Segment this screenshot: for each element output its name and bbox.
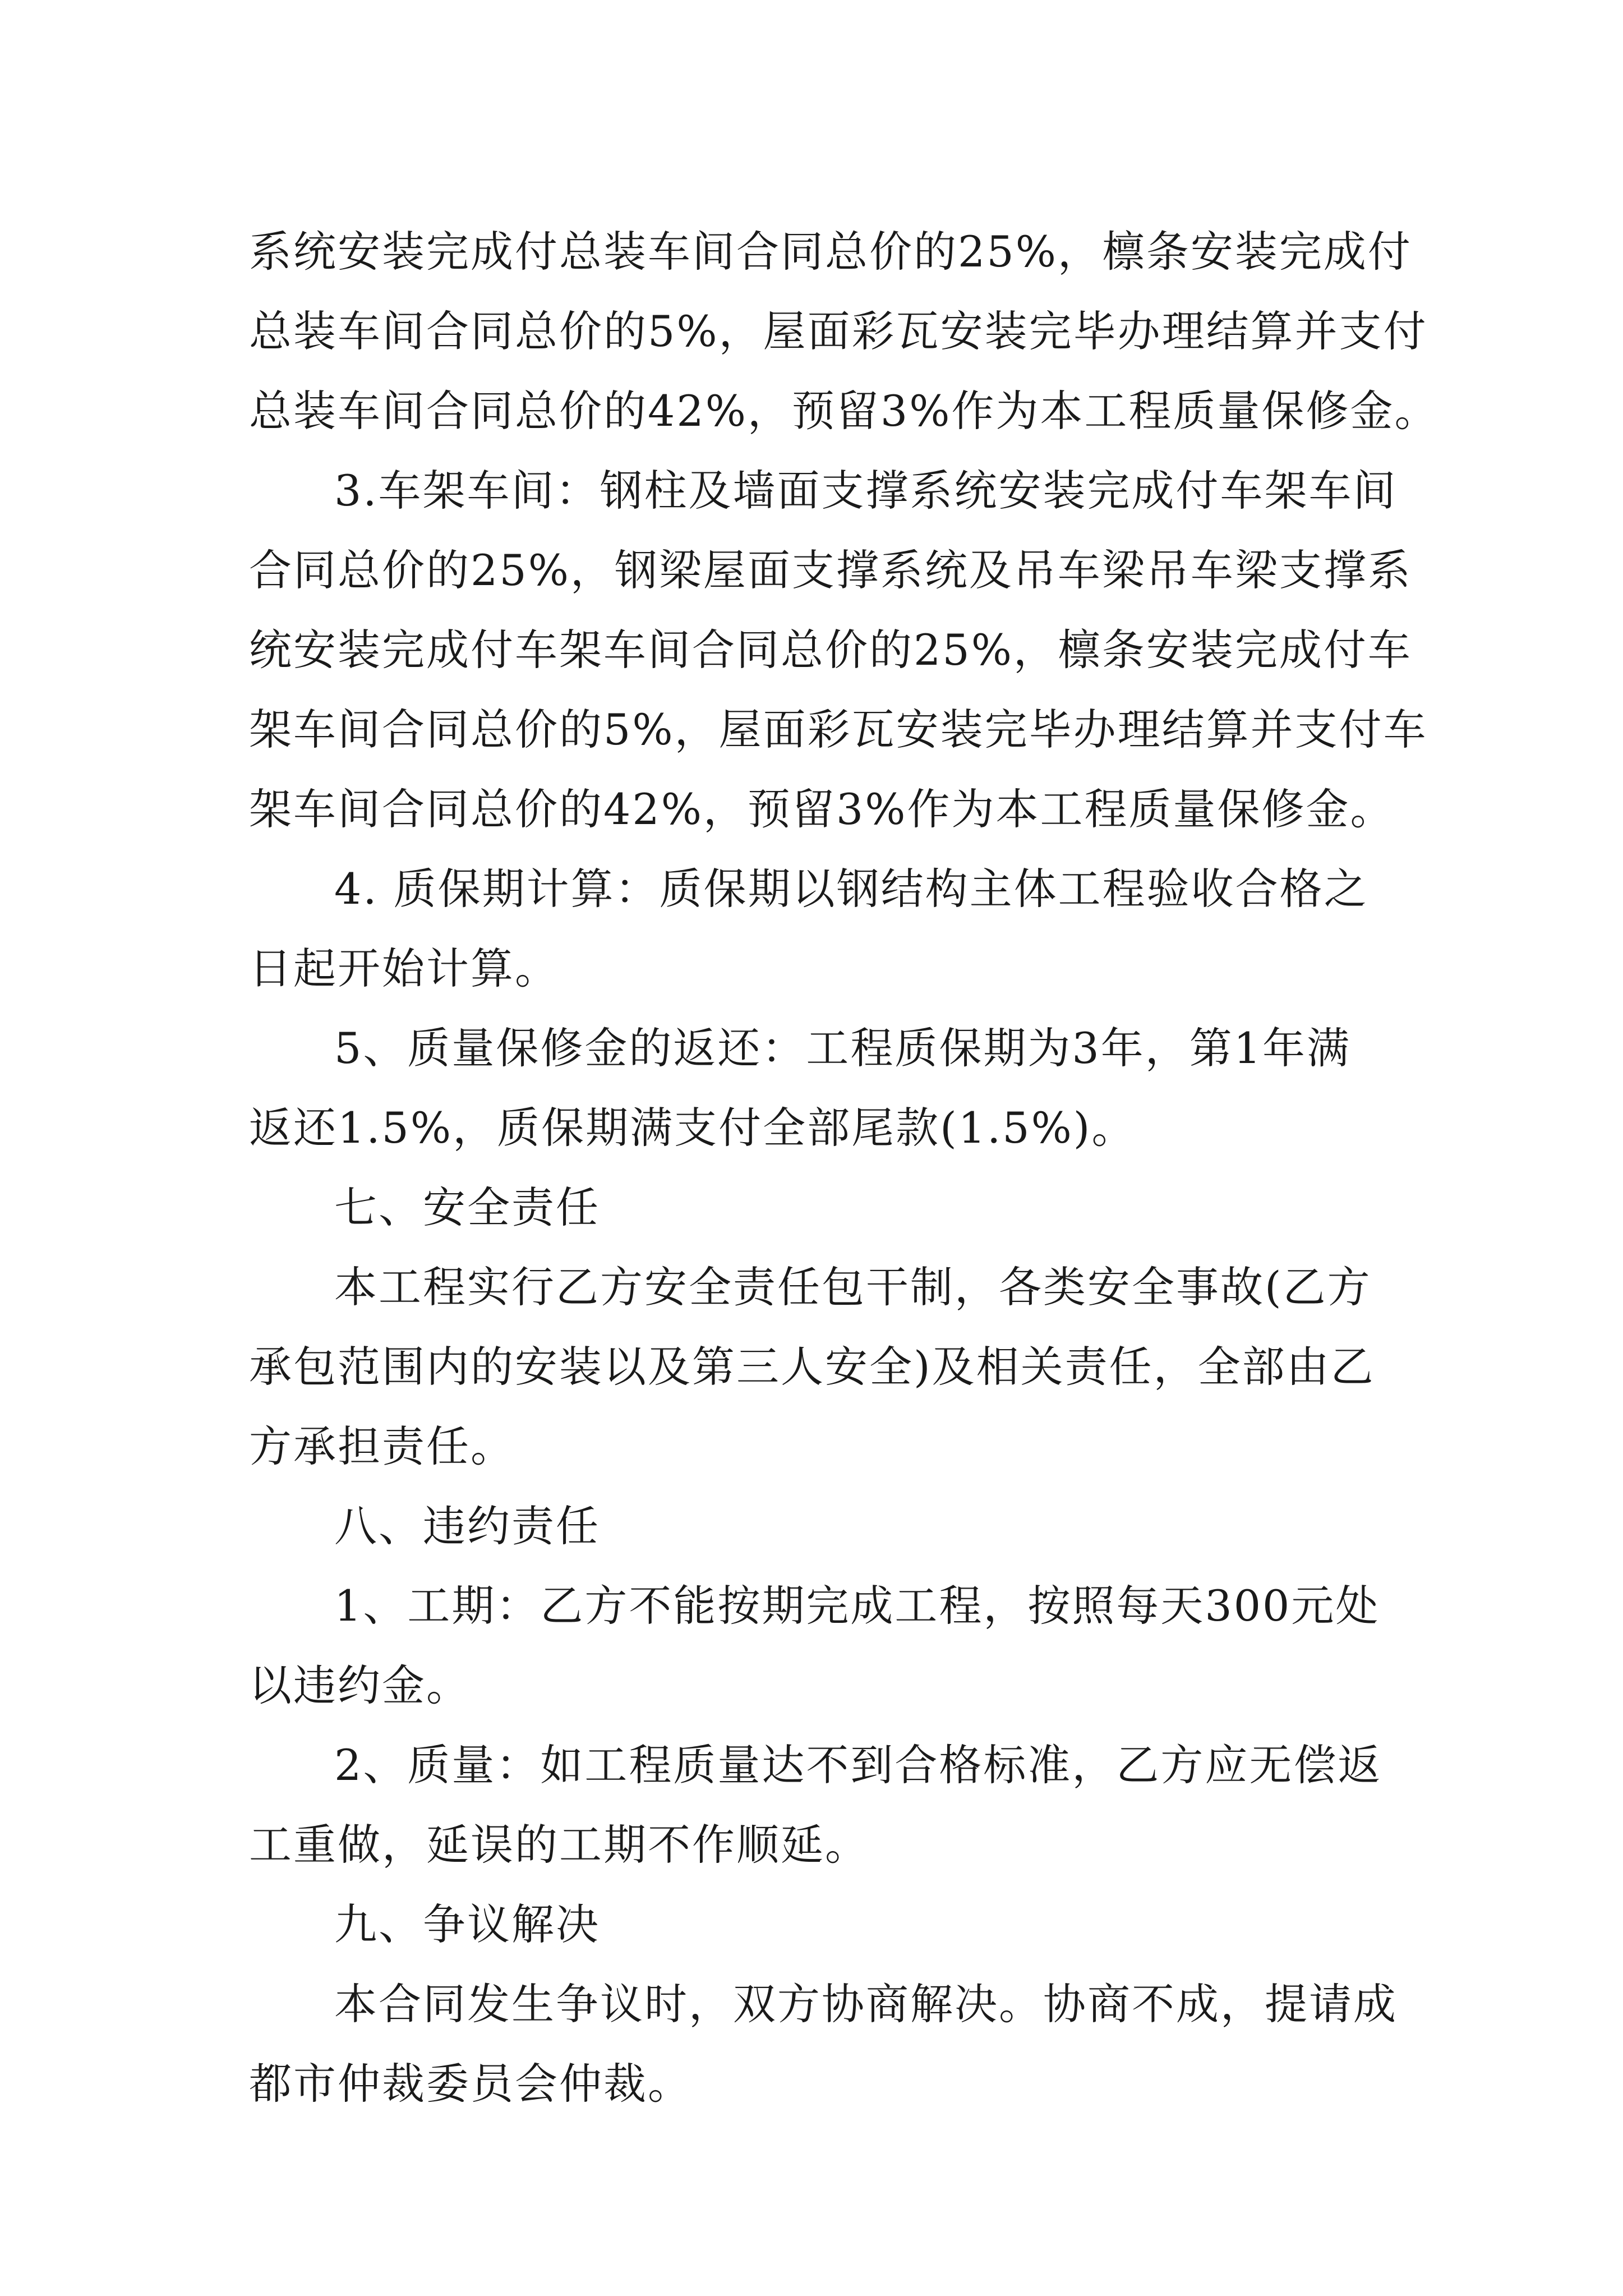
text-line: 本工程实行乙方安全责任包干制，各类安全事故(乙方 [334,1262,1372,1312]
text-line: 系统安装完成付总装车间合同总价的25%，檩条安装完成付 [249,227,1412,277]
document-body [249,212,1439,2124]
text-line: 3.车架车间：钢柱及墙面支撑系统安装完成付车架车间 [334,466,1398,516]
section-heading: 七、安全责任 [334,1182,600,1232]
text-line: 总装车间合同总价的5%，屋面彩瓦安装完毕办理结算并支付 [249,306,1428,356]
text-line: 方承担责任。 [249,1421,515,1471]
text-line: 架车间合同总价的5%，屋面彩瓦安装完毕办理结算并支付车 [249,705,1428,754]
section-heading: 九、争议解决 [334,1899,600,1949]
text-line: 都市仲裁委员会仲裁。 [249,2059,692,2109]
text-line: 以违约金。 [249,1660,471,1710]
text-line: 4. 质保期计算：质保期以钢结构主体工程验收合格之 [334,864,1368,914]
text-line: 日起开始计算。 [249,944,559,993]
section-heading: 八、违约责任 [334,1501,600,1551]
text-line: 总装车间合同总价的42%，预留3%作为本工程质量保修金。 [249,386,1439,436]
text-line: 合同总价的25%，钢梁屋面支撑系统及吊车梁吊车梁支撑系 [249,545,1412,595]
text-line: 2、质量：如工程质量达不到合格标准，乙方应无偿返 [334,1740,1382,1790]
text-line: 本合同发生争议时，双方协商解决。协商不成，提请成 [334,1979,1398,2029]
text-line: 1、工期：乙方不能按期完成工程，按照每天300元处 [334,1581,1380,1631]
text-line: 5、质量保修金的返还：工程质保期为3年，第1年满 [334,1023,1352,1073]
text-line: 工重做，延误的工期不作顺延。 [249,1820,869,1870]
text-line: 架车间合同总价的42%，预留3%作为本工程质量保修金。 [249,784,1395,834]
text-line: 承包范围内的安装以及第三人安全)及相关责任，全部由乙 [249,1342,1375,1392]
text-line: 返还1.5%，质保期满支付全部尾款(1.5%)。 [249,1103,1136,1153]
text-line: 统安装完成付车架车间合同总价的25%，檩条安装完成付车 [249,625,1412,675]
